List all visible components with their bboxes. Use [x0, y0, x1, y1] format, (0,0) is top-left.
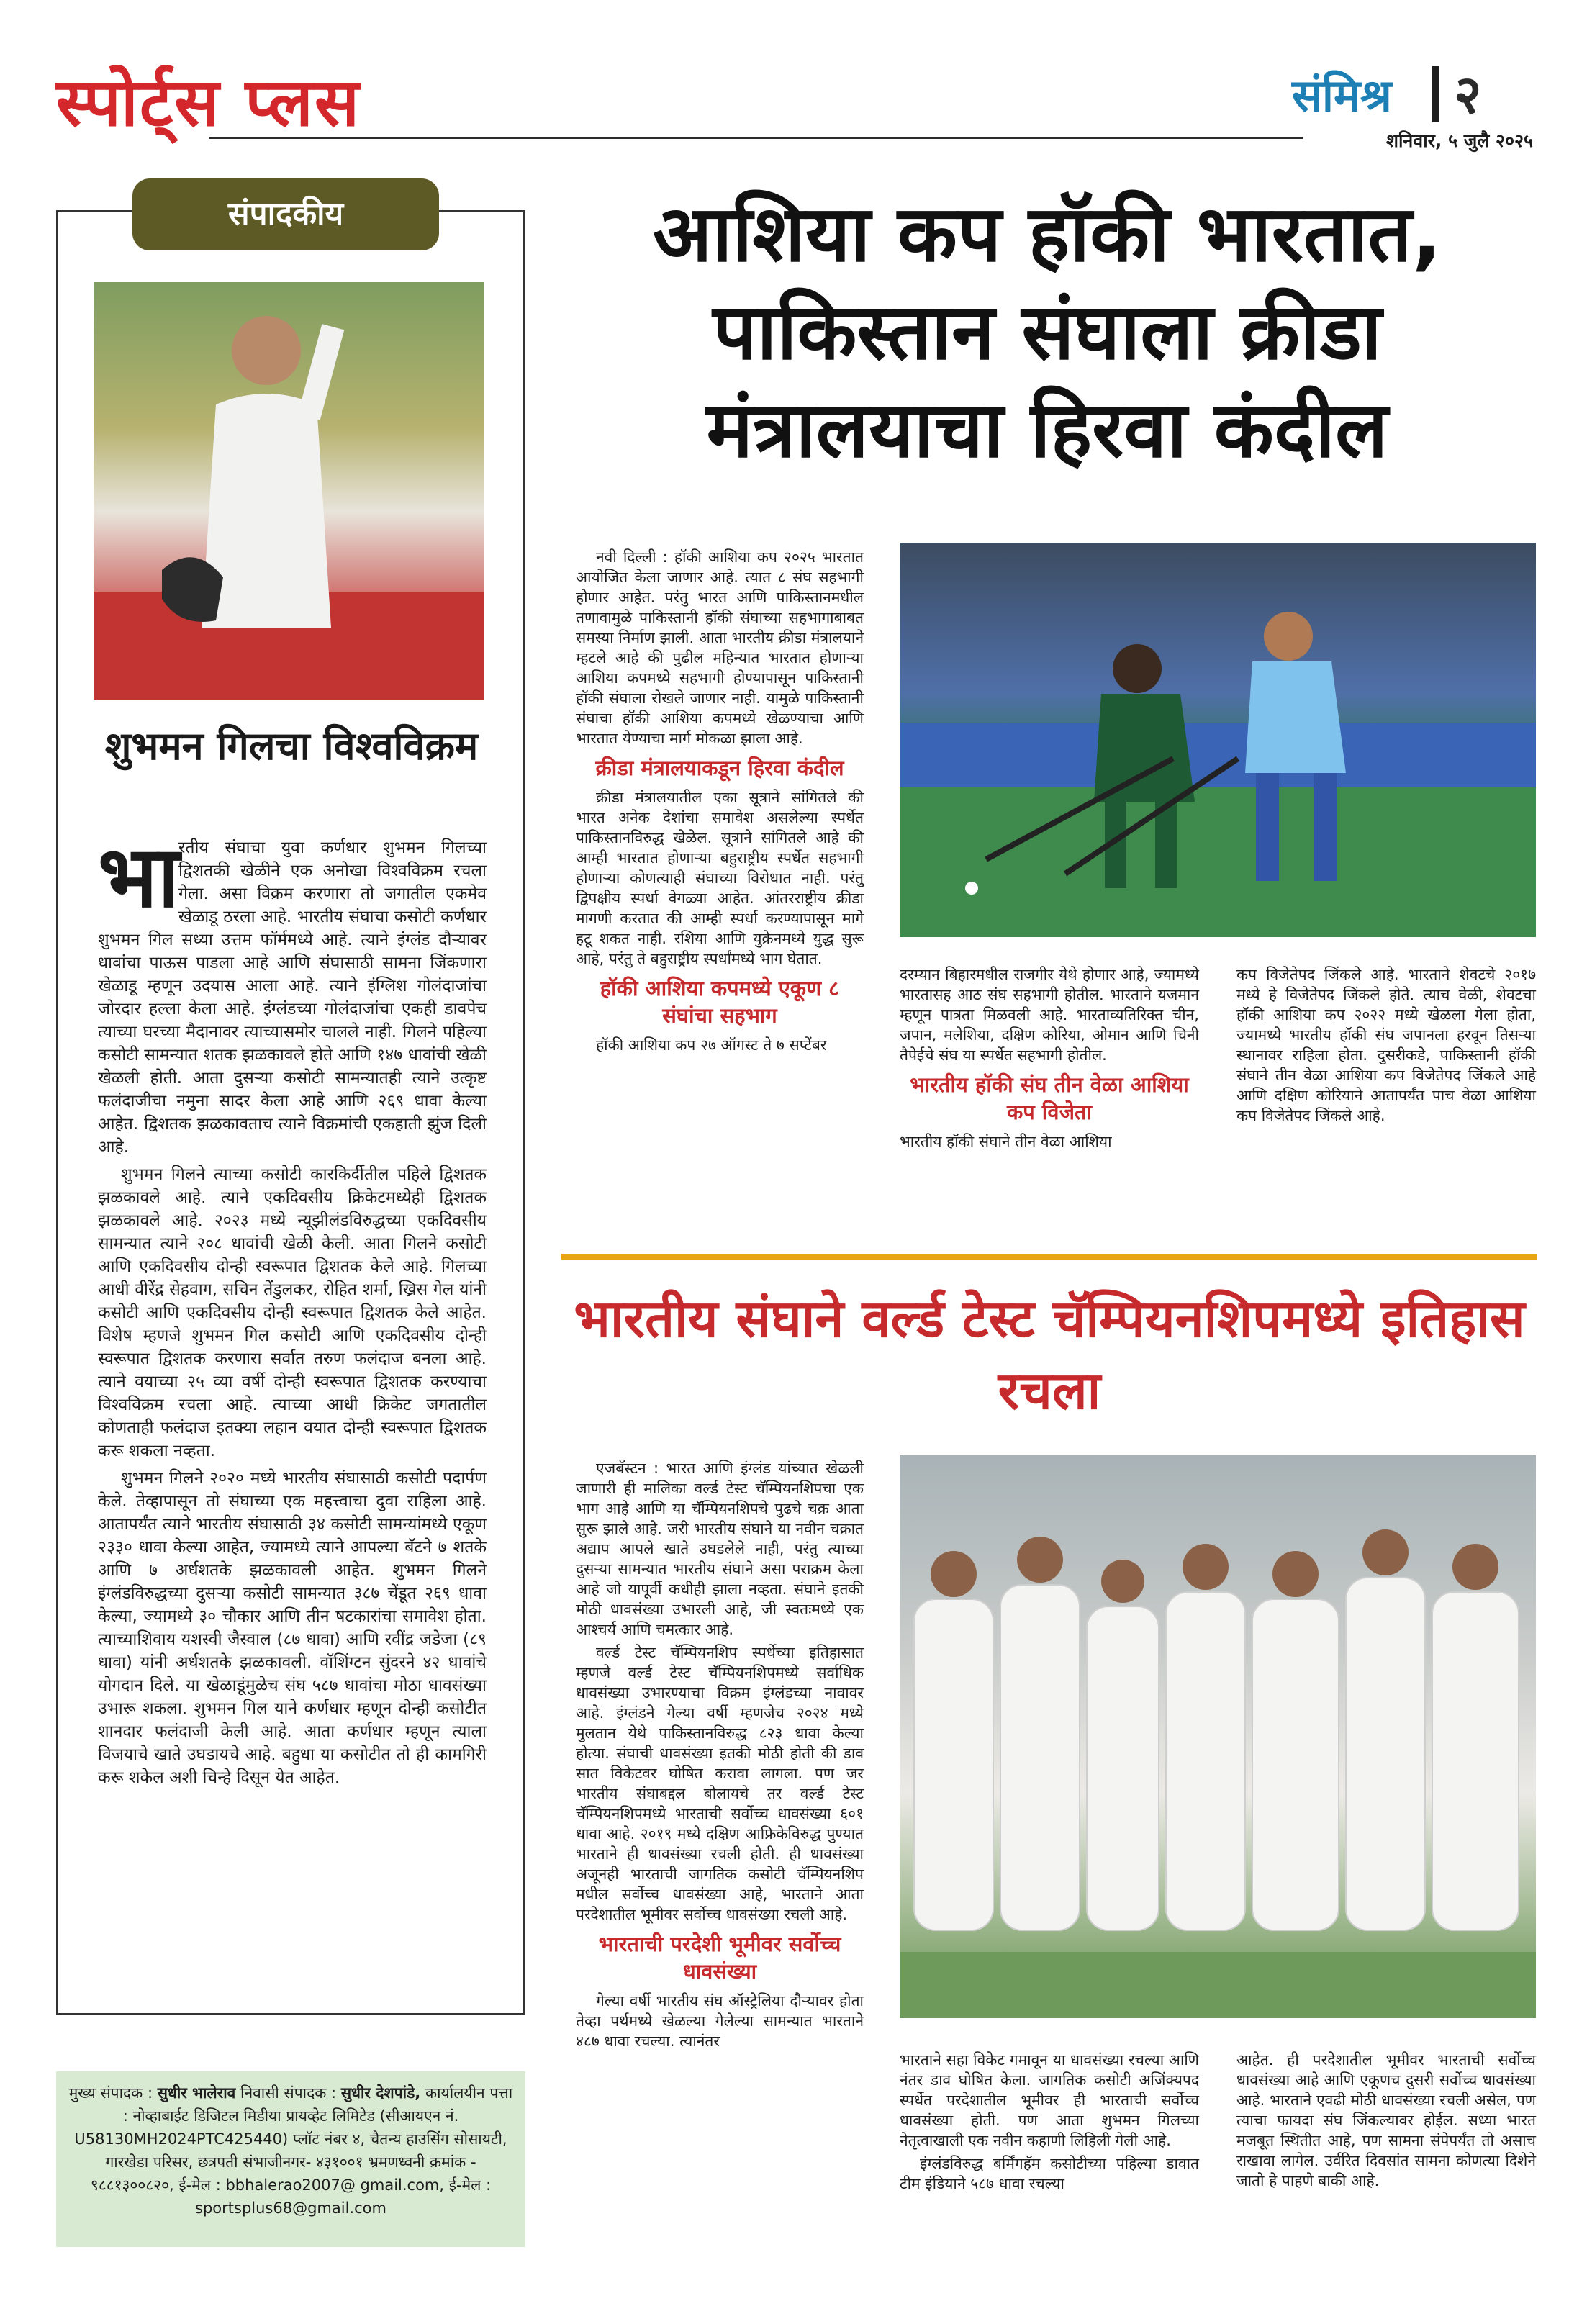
section-name: संमिश्र: [1292, 69, 1392, 122]
team-celebration-icon: [900, 1455, 1536, 2018]
credits-box: [56, 2071, 525, 2247]
article1-paragraph: क्रीडा मंत्रालयातील एका सूत्राने सांगितले की भारत अनेक देशांचा समावेश असलेल्या स्पर्धेत पाकिस्तानविरुद्ध खेळेल. सूत्राने सांगितले आहे की आम्ही भारतात होणाऱ्या बहुराष्ट्रीय स्पर्धेत सहभागी होणाऱ्या कोणत्याही संघाच्या विरोधात नाही. परंतु द्विपक्षीय स्पर्धा वेगळ्या आहेत. आंतरराष्ट्रीय क्रीडा मागणी करतात की आम्ही स्पर्धा करण्यापासून मागे हटू शकत नाही. रशिया आणि युक्रेनमध्ये युद्ध सुरू आहे, परंतु ते बहुराष्ट्रीय स्पर्धांमध्ये भाग घेतात.: [576, 789, 864, 967]
page-number: २: [1454, 64, 1482, 126]
editorial-headline: शुभमन गिलचा विश्वविक्रम: [104, 723, 479, 769]
editorial-paragraph: रतीय संघाचा युवा कर्णधार शुभमन गिलच्या द्विशतकी खेळीने एक अनोखा विश्वविक्रम रचला गेला. असा विक्रम करणारा तो जगातील एकमेव खेळाडू ठरला आहे. भारतीय संघाचा कसोटी कर्णधार शुभमन गिल सध्या उत्तम फॉर्ममध्ये आहे. त्याने इंग्लंड दौऱ्यावर धावांचा पाऊस पाडला आहे आणि संघासाठी सामना जिंकणारा खेळाडू म्हणून उदयास आला आहे. त्याने इंग्लिश गोलंदाजांचा जोरदार हल्ला केला आहे. इंग्लंडच्या गोलंदाजांचा एकही डावपेच त्याच्या घरच्या मैदानावर त्याच्यासमोर चालले नाही. गिलने पहिल्या कसोटी सामन्यात शतक झळकावले होते आणि १४७ धावांची खेळी खेळली होती. आता दुसऱ्या कसोटी सामन्यातही त्याने उत्कृष्ट फलंदाजीचा नमुना सादर केला आहे आणि २६९ धावा केल्या आहेत. द्विशतक झळकावताच त्याने विक्रमांची एकहाती झुंज दिली आहे.: [98, 838, 487, 1157]
article2-column2: [900, 2050, 1199, 2266]
article1-paragraph: हॉकी आशिया कप २७ ऑगस्ट ते ७ सप्टेंबर: [596, 1036, 827, 1054]
article2-column3: [1236, 2050, 1536, 2266]
article2-paragraph: इंग्लंडविरुद्ध बर्मिंगहॅम कसोटीच्या पहिल्या डावात टीम इंडियाने ५८७ धावा रचल्या: [900, 2155, 1199, 2192]
article2-paragraph: वर्ल्ड टेस्ट चॅम्पियनशिप स्पर्धेच्या इतिहासात म्हणजे वर्ल्ड टेस्ट चॅम्पियनशिपमध्ये सर्वाधिक धावसंख्या उभारण्याचा विक्रम इंग्लंडच्या नावावर आहे. इंग्लंडने गेल्या वर्षी म्हणजेच २०२४ मध्ये मुलतान येथे पाकिस्तानविरुद्ध ८२३ धावा केल्या होत्या. संघाची धावसंख्या इतकी मोठी होती की डाव सात विकेटवर घोषित करावा लागला. पण जर भारतीय संघाबद्दल बोलायचे तर वर्ल्ड टेस्ट चॅम्पियनशिपमध्ये भारताची सर्वोच्च धावसंख्या ६०१ धावा आहे. २०१९ मध्ये दक्षिण आफ्रिकेविरुद्ध पुण्यात भारताने ही धावसंख्या रचली होती. ही धावसंख्या अजूनही भारताची जागतिक कसोटी चॅम्पियनशिप मधील सर्वोच्च धावसंख्या आहे, भारताने आता परदेशातील भूमीवर सर्वोच्च धावसंख्या रचली आहे.: [576, 1644, 864, 1923]
article1-paragraph: दरम्यान बिहारमधील राजगीर येथे होणार आहे, ज्यामध्ये भारतासह आठ संघ सहभागी होतील. भारताने यजमान म्हणून पात्रता मिळवली आहे. भारताव्यतिरिक्त चीन, जपान, मलेशिया, दक्षिण कोरिया, ओमान आणि चिनी तैपेईचे संघ या स्पर्धेत सहभागी होतील.: [900, 966, 1199, 1064]
masthead-title: स्पोर्ट्स प्लस: [56, 64, 361, 141]
office-address: कार्यालयीन पत्ता : नोव्हाबाईट डिजिटल मिडीया प्रायव्हेट लिमिटेड (सीआयएन नं. U58130MH2024PTC425440) प्लॉट नंबर ४, चैतन्य हाउसिंग सोसायटी, गारखेडा परिसर, छत्रपती संभाजीनगर- ४३१००१ भ्रमणध्वनी क्रमांक - ९८८१३००८२०, ई-मेल : bbhalerao2007@ gmail.com, ई-मेल : sportsplus68@gmail.com: [74, 2084, 513, 2217]
editorial-paragraph: शुभमन गिलने २०२० मध्ये भारतीय संघासाठी कसोटी पदार्पण केले. तेव्हापासून तो संघाच्या एक महत्त्वाचा दुवा राहिला आहे. आतापर्यंत त्याने भारतीय संघासाठी ३४ कसोटी सामन्यांमध्ये एकूण २३३० धावा केल्या आहेत, ज्यामध्ये त्याने आपल्या बॅटने ७ शतके आणि ७ अर्धशतके झळकावली आहेत. शुभमन गिलने इंग्लंडविरुद्धच्या दुसऱ्या कसोटी सामन्यात ३८७ चेंडूत २६९ धावा केल्या, ज्यामध्ये ३० चौकार आणि तीन षटकारांचा समावेश होता. त्याच्याशिवाय यशस्वी जैस्वाल (८७ धावा) आणि रवींद्र जडेजा (८९ धावा) यांनी अर्धशतके झळकावली. वॉशिंग्टन सुंदरने ४२ धावांचे योगदान दिले. या खेळाडूंमुळेच संघ ५८७ धावांचा मोठा धावसंख्या उभारू शकला. शुभमन गिल याने कर्णधार म्हणून दोन्ही कसोटीत शानदार फलंदाजी केली आहे. आता कर्णधार म्हणून त्याला विजयाचे खाते उघडायचे आहे. बहुधा या कसोटीत तो ही कामगिरी करू शकेल अशी चिन्हे दिसून येत आहेत.: [98, 1469, 487, 1787]
cricketer-figure-icon: [94, 282, 484, 700]
editorial-dropcap: भा: [98, 827, 180, 926]
page-separator: [1432, 66, 1439, 122]
resident-editor-label: निवासी संपादक :: [240, 2084, 337, 2102]
article1-column2: [900, 964, 1199, 1224]
resident-editor-name: सुधीर देशपांडे,: [340, 2084, 421, 2102]
section-divider: [561, 1254, 1537, 1260]
editor-label: मुख्य संपादक :: [68, 2084, 153, 2102]
article1-headline: आशिया कप हॉकी भारतात, पाकिस्तान संघाला क्रीडा मंत्रालयाचा हिरवा कंदील: [653, 189, 1442, 475]
masthead-rule: [209, 137, 1303, 139]
publication-date: शनिवार, ५ जुलै २०२५: [1385, 130, 1533, 151]
article1-subhead: हॉकी आशिया कपमध्ये एकूण ८ संघांचा सहभाग: [600, 976, 840, 1028]
editor-name: सुधीर भालेराव: [157, 2084, 236, 2102]
article1-subhead: क्रीडा मंत्रालयाकडून हिरवा कंदील: [595, 756, 844, 780]
article1-paragraph: भारतीय हॉकी संघाने तीन वेळा आशिया: [900, 1133, 1112, 1150]
article1-subhead: भारतीय हॉकी संघ तीन वेळा आशिया कप विजेता: [910, 1072, 1189, 1124]
editorial-paragraph: शुभमन गिलने त्याच्या कसोटी कारकिर्दीतील पहिले द्विशतक झळकावले आहे. त्याने एकदिवसीय क्रिकेटमध्येही द्विशतक झळकावले आहे. २०२३ मध्ये न्यूझीलंडविरुद्धच्या एकदिवसीय सामन्यात त्याने २०८ धावांची खेळी केली. आता गिलने कसोटी आणि एकदिवसीय दोन्ही स्वरूपात द्विशतक केले आहे. गिलच्या आधी वीरेंद्र सेहवाग, सचिन तेंडुलकर, रोहित शर्मा, ख्रिस गेल यांनी कसोटी आणि एकदिवसीय दोन्ही स्वरूपात द्विशतक केले आहेत. विशेष म्हणजे शुभमन गिल कसोटी आणि एकदिवसीय दोन्ही स्वरूपात द्विशतक करणारा सर्वात तरुण फलंदाज बनला आहे. त्याने वयाच्या २५ व्या वर्षी दोन्ही स्वरूपात द्विशतक करण्याचा विश्वविक्रम रचला आहे. त्याच्या आधी क्रिकेट जगतातील कोणताही फलंदाज इतक्या लहान वयात दोन्ही स्वरूपात द्विशतक करू शकला नव्हता.: [98, 1165, 487, 1460]
article1-paragraph: कप विजेतेपद जिंकले आहे. भारताने शेवटचे २०१७ मध्ये हे विजेतेपद जिंकले होते. त्याच वेळी, शेवटचा हॉकी आशिया कप २०२२ मध्ये खेळला गेला होता, ज्यामध्ये भारतीय हॉकी संघ जपानला हरवून तिसऱ्या स्थानावर राहिला होता. दुसरीकडे, पाकिस्तानी हॉकी संघाने तीन वेळा आशिया कप विजेतेपद जिंकले आहे आणि दक्षिण कोरियाने आतापर्यंत पाच वेळा आशिया कप विजेतेपद जिंकले आहे.: [1236, 966, 1536, 1124]
article1-column3: [1236, 964, 1536, 1224]
article2-paragraph: आहेत. ही परदेशातील भूमीवर भारताची सर्वोच्च धावसंख्या आहे आणि एकूणच दुसरी सर्वोच्च धावसंख्या आहे. भारताने एवढी मोठी धावसंख्या रचली असेल, पण त्याचा फायदा संघ जिंकल्यावर होईल. सध्या भारत मजबूत स्थितीत आहे, पण सामना संपेपर्यंत तो असाच राखावा लागेल. उर्वरित दिवसांत सामना कोणत्या दिशेने जातो हे पाहणे बाकी आहे.: [1236, 2051, 1536, 2189]
editorial-tab: संपादकीय: [132, 178, 439, 250]
article2-headline: भारतीय संघाने वर्ल्ड टेस्ट चॅम्पियनशिपमध्ये इतिहास रचला: [574, 1288, 1525, 1421]
hockey-photo: [900, 543, 1536, 937]
hockey-players-icon: [900, 543, 1536, 937]
article2-subhead: भारताची परदेशी भूमीवर सर्वोच्च धावसंख्या: [598, 1932, 841, 1984]
article2-body: [576, 1458, 864, 2264]
article2-paragraph: एजबॅस्टन : भारत आणि इंग्लंड यांच्यात खेळली जाणारी ही मालिका वर्ल्ड टेस्ट चॅम्पियनशिपचा एक भाग आहे आणि या चॅम्पियनशिपचे पुढचे चक्र आता सुरू झाले आहे. जरी भारतीय संघाने या नवीन चक्रात अद्याप आपले खाते उघडलेले नाही, परंतु त्याच्या दुसऱ्या सामन्यात भारतीय संघाने असा पराक्रम केला आहे जो यापूर्वी कधीही झाला नव्हता. संघाने इतकी मोठी धावसंख्या उभारली आहे, जी स्वतःमध्ये एक आश्चर्य आणि चमत्कार आहे.: [576, 1460, 864, 1638]
article1-body: [576, 547, 864, 1123]
article1-lead: नवी दिल्ली : हॉकी आशिया कप २०२५ भारतात आयोजित केला जाणार आहे. त्यात ८ संघ सहभागी होणार आहेत. परंतु भारत आणि पाकिस्तानमधील तणावामुळे पाकिस्तानी हॉकी संघाच्या सहभागाबाबत समस्या निर्माण झाली. आता भारतीय क्रीडा मंत्रालयाने म्हटले आहे की पुढील महिन्यात भारतात होणाऱ्या आशिया कपमध्ये सहभागी होण्यापासून पाकिस्तानी हॉकी संघाला रोखले जाणार नाही. यामुळे पाकिस्तानी संघाचा हॉकी आशिया कपमध्ये खेळण्याचा आणि भारतात येण्याचा मार्ग मोकळा झाला आहे.: [576, 548, 864, 747]
team-photo: [900, 1455, 1536, 2018]
editorial-photo: [94, 282, 484, 700]
article2-paragraph: गेल्या वर्षी भारतीय संघ ऑस्ट्रेलिया दौऱ्यावर होता तेव्हा पर्थमध्ये खेळल्या गेलेल्या सामन्यात भारताने ४८७ धावा रचल्या. त्यानंतर: [576, 1992, 864, 2050]
article2-paragraph: भारताने सहा विकेट गमावून या धावसंख्या रचल्या आणि नंतर डाव घोषित केला. जागतिक कसोटी अजिंक्यपद स्पर्धेत परदेशातील भूमीवर ही भारताची सर्वोच्च धावसंख्या होती. पण आता शुभमन गिलच्या नेतृत्वाखाली एक नवीन कहाणी लिहिली गेली आहे.: [900, 2051, 1199, 2149]
editorial-body: [98, 836, 487, 2002]
